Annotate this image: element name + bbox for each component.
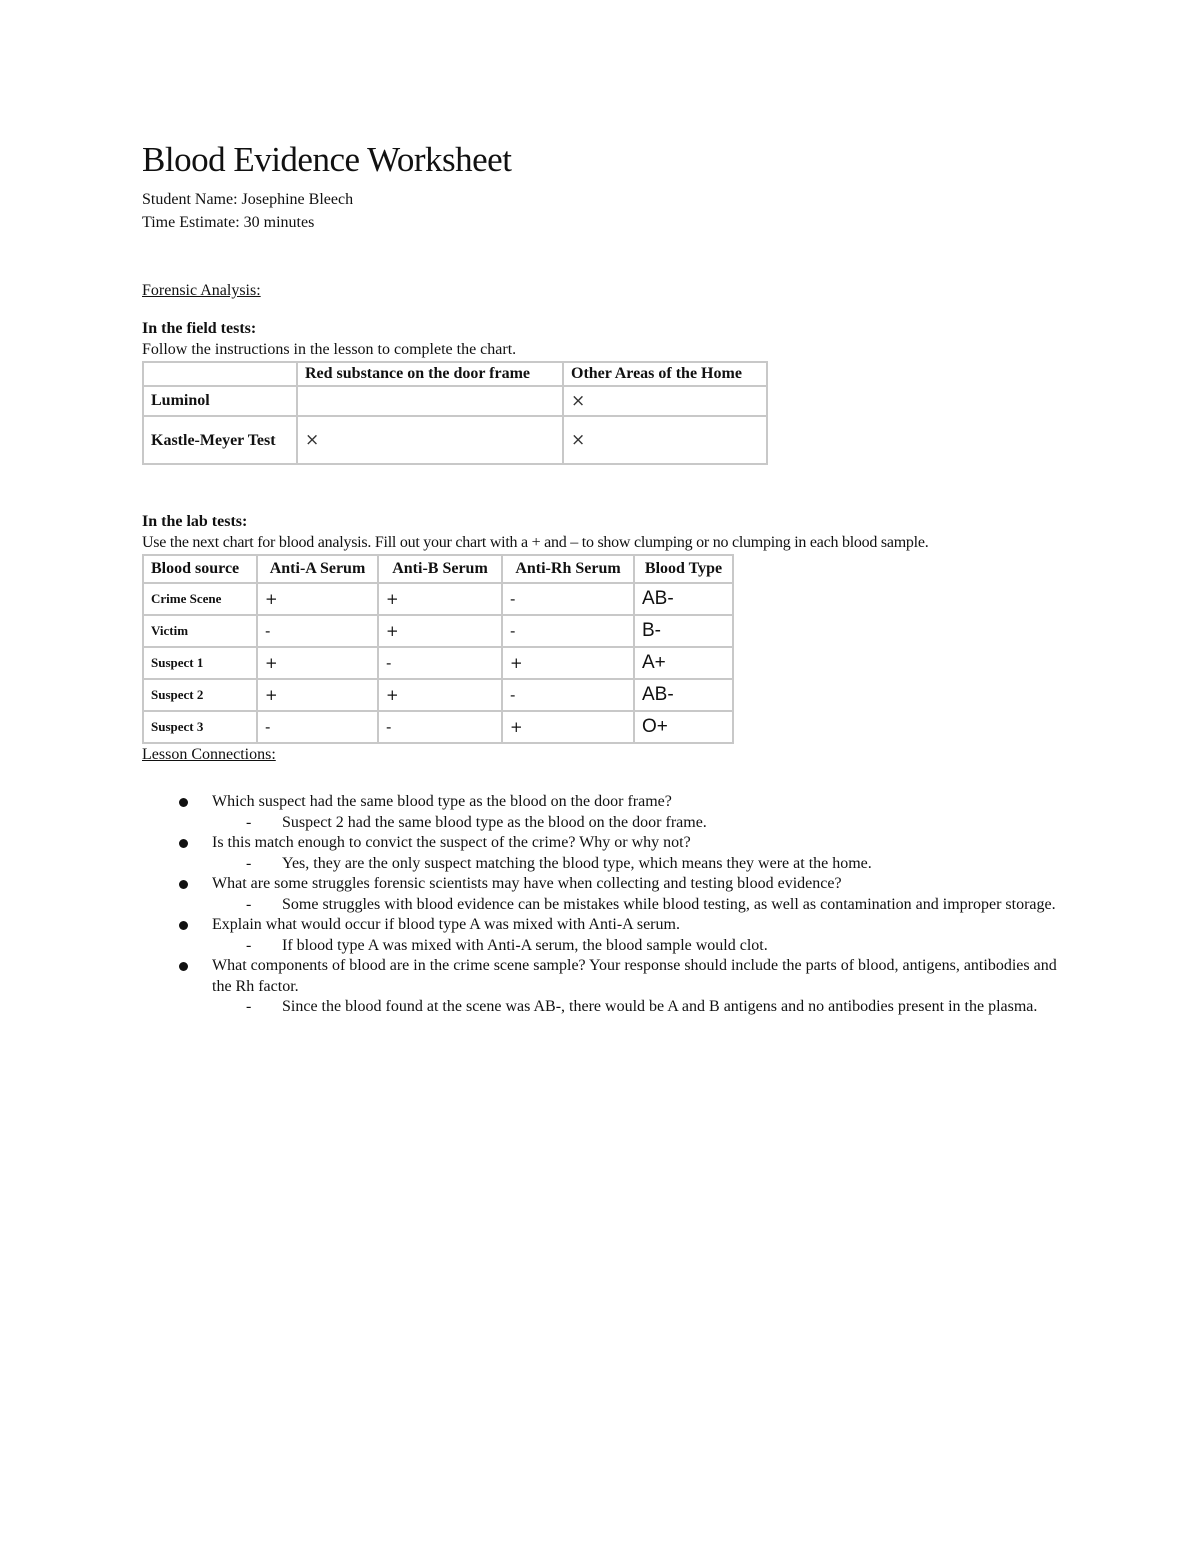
lab-cell-blood-type[interactable]: AB- bbox=[634, 679, 733, 711]
question-item bbox=[142, 915, 1062, 956]
lab-cell-anti-a[interactable]: + bbox=[257, 679, 378, 711]
field-col-other-areas: Other Areas of the Home bbox=[563, 362, 767, 386]
bullet-icon bbox=[179, 921, 188, 930]
lab-cell-anti-rh[interactable]: - bbox=[502, 615, 634, 647]
field-col-door-frame: Red substance on the door frame bbox=[297, 362, 563, 386]
lab-cell-anti-a[interactable]: - bbox=[257, 615, 378, 647]
page-title: Blood Evidence Worksheet bbox=[142, 140, 512, 179]
field-cell[interactable]: × bbox=[563, 416, 767, 464]
bullet-icon bbox=[179, 880, 188, 889]
field-tests-heading: In the field tests: bbox=[142, 320, 257, 337]
lab-row-suspect-2 bbox=[143, 679, 733, 711]
lab-cell-anti-b[interactable]: + bbox=[378, 583, 502, 615]
answer-item bbox=[142, 813, 1062, 834]
answer-text: Suspect 2 had the same blood type as the blood on the door frame. bbox=[282, 813, 707, 831]
student-name: Student Name: Josephine Bleech bbox=[142, 191, 354, 208]
lesson-connections-heading: Lesson Connections: bbox=[142, 746, 276, 763]
lab-cell-blood-type[interactable]: A+ bbox=[634, 647, 733, 679]
lab-cell-anti-rh[interactable]: + bbox=[502, 711, 634, 743]
question-item bbox=[142, 874, 1062, 915]
lab-cell-blood-type[interactable]: O+ bbox=[634, 711, 733, 743]
lesson-questions-list bbox=[142, 792, 1062, 1018]
field-tests-table bbox=[142, 361, 768, 465]
lab-col-source: Blood source bbox=[143, 555, 257, 583]
dash-icon: - bbox=[246, 854, 252, 872]
lab-row-source: Suspect 2 bbox=[143, 679, 257, 711]
lab-cell-anti-rh[interactable]: + bbox=[502, 647, 634, 679]
lab-cell-anti-rh[interactable]: - bbox=[502, 679, 634, 711]
lab-cell-blood-type[interactable]: B- bbox=[634, 615, 733, 647]
answer-text: If blood type A was mixed with Anti-A serum, the blood sample would clot. bbox=[282, 936, 768, 954]
lab-col-anti-rh: Anti-Rh Serum bbox=[502, 555, 634, 583]
lab-row-source: Victim bbox=[143, 615, 257, 647]
lab-tests-instructions: Use the next chart for blood analysis. Fill out your chart with a + and – to show clumping or no clumping in each blood sample. bbox=[142, 534, 929, 551]
question-text: What components of blood are in the crime scene sample? Your response should include the parts of blood, antigens, antibodies and the Rh factor. bbox=[212, 957, 1057, 995]
answer-item bbox=[142, 936, 1062, 957]
field-cell[interactable] bbox=[297, 386, 563, 416]
dash-icon: - bbox=[246, 998, 252, 1015]
lab-cell-anti-a[interactable]: - bbox=[257, 711, 378, 743]
lab-cell-anti-b[interactable]: + bbox=[378, 679, 502, 711]
lab-tests-table bbox=[142, 554, 734, 744]
lab-cell-anti-b[interactable]: - bbox=[378, 647, 502, 679]
bullet-icon bbox=[179, 798, 188, 807]
lab-cell-anti-a[interactable]: + bbox=[257, 583, 378, 615]
answer-text: Since the blood found at the scene was AB-, there would be A and B antigens and no antibodies present in the plasma. bbox=[282, 998, 1038, 1015]
forensic-analysis-heading: Forensic Analysis: bbox=[142, 282, 261, 299]
answer-text: Some struggles with blood evidence can be mistakes while blood testing, as well as contamination and improper storage. bbox=[282, 895, 1056, 913]
dash-icon: - bbox=[246, 936, 252, 954]
lab-row-crime-scene bbox=[143, 583, 733, 615]
lab-row-victim bbox=[143, 615, 733, 647]
question-item bbox=[142, 792, 1062, 833]
document-body bbox=[142, 140, 1062, 1018]
lab-cell-anti-rh[interactable]: - bbox=[502, 583, 634, 615]
answer-text: Yes, they are the only suspect matching the blood type, which means they were at the home. bbox=[282, 854, 872, 872]
lab-row-source: Suspect 1 bbox=[143, 647, 257, 679]
lab-tests-heading: In the lab tests: bbox=[142, 513, 248, 530]
field-cell[interactable]: × bbox=[297, 416, 563, 464]
question-text: Which suspect had the same blood type as the blood on the door frame? bbox=[212, 793, 672, 810]
dash-icon: - bbox=[246, 895, 252, 913]
time-estimate: Time Estimate: 30 minutes bbox=[142, 214, 315, 231]
lab-cell-anti-b[interactable]: - bbox=[378, 711, 502, 743]
lab-row-suspect-1 bbox=[143, 647, 733, 679]
field-tests-instructions: Follow the instructions in the lesson to complete the chart. bbox=[142, 341, 517, 358]
answer-item bbox=[142, 895, 1062, 916]
lab-table-header bbox=[143, 555, 733, 583]
field-table-header bbox=[143, 362, 767, 386]
lab-row-suspect-3 bbox=[143, 711, 733, 743]
question-item bbox=[142, 956, 1062, 1018]
answer-item bbox=[142, 854, 1062, 875]
dash-icon: - bbox=[246, 813, 252, 831]
lab-col-anti-b: Anti-B Serum bbox=[378, 555, 502, 583]
field-row-label: Kastle-Meyer Test bbox=[143, 416, 297, 464]
lab-row-source: Crime Scene bbox=[143, 583, 257, 615]
lab-row-source: Suspect 3 bbox=[143, 711, 257, 743]
field-row-kastle-meyer bbox=[143, 416, 767, 464]
question-text: What are some struggles forensic scientists may have when collecting and testing blood evidence? bbox=[212, 875, 842, 892]
lab-cell-anti-b[interactable]: + bbox=[378, 615, 502, 647]
question-item bbox=[142, 833, 1062, 874]
bullet-icon bbox=[179, 839, 188, 848]
lab-cell-blood-type[interactable]: AB- bbox=[634, 583, 733, 615]
answer-item bbox=[142, 997, 1062, 1018]
bullet-icon bbox=[179, 962, 188, 971]
lab-cell-anti-a[interactable]: + bbox=[257, 647, 378, 679]
field-row-luminol bbox=[143, 386, 767, 416]
lab-col-blood-type: Blood Type bbox=[634, 555, 733, 583]
lab-col-anti-a: Anti-A Serum bbox=[257, 555, 378, 583]
question-text: Is this match enough to convict the suspect of the crime? Why or why not? bbox=[212, 834, 691, 851]
field-cell[interactable]: × bbox=[563, 386, 767, 416]
question-text: Explain what would occur if blood type A was mixed with Anti-A serum. bbox=[212, 916, 680, 933]
field-row-label: Luminol bbox=[143, 386, 297, 416]
field-col-empty bbox=[143, 362, 297, 386]
